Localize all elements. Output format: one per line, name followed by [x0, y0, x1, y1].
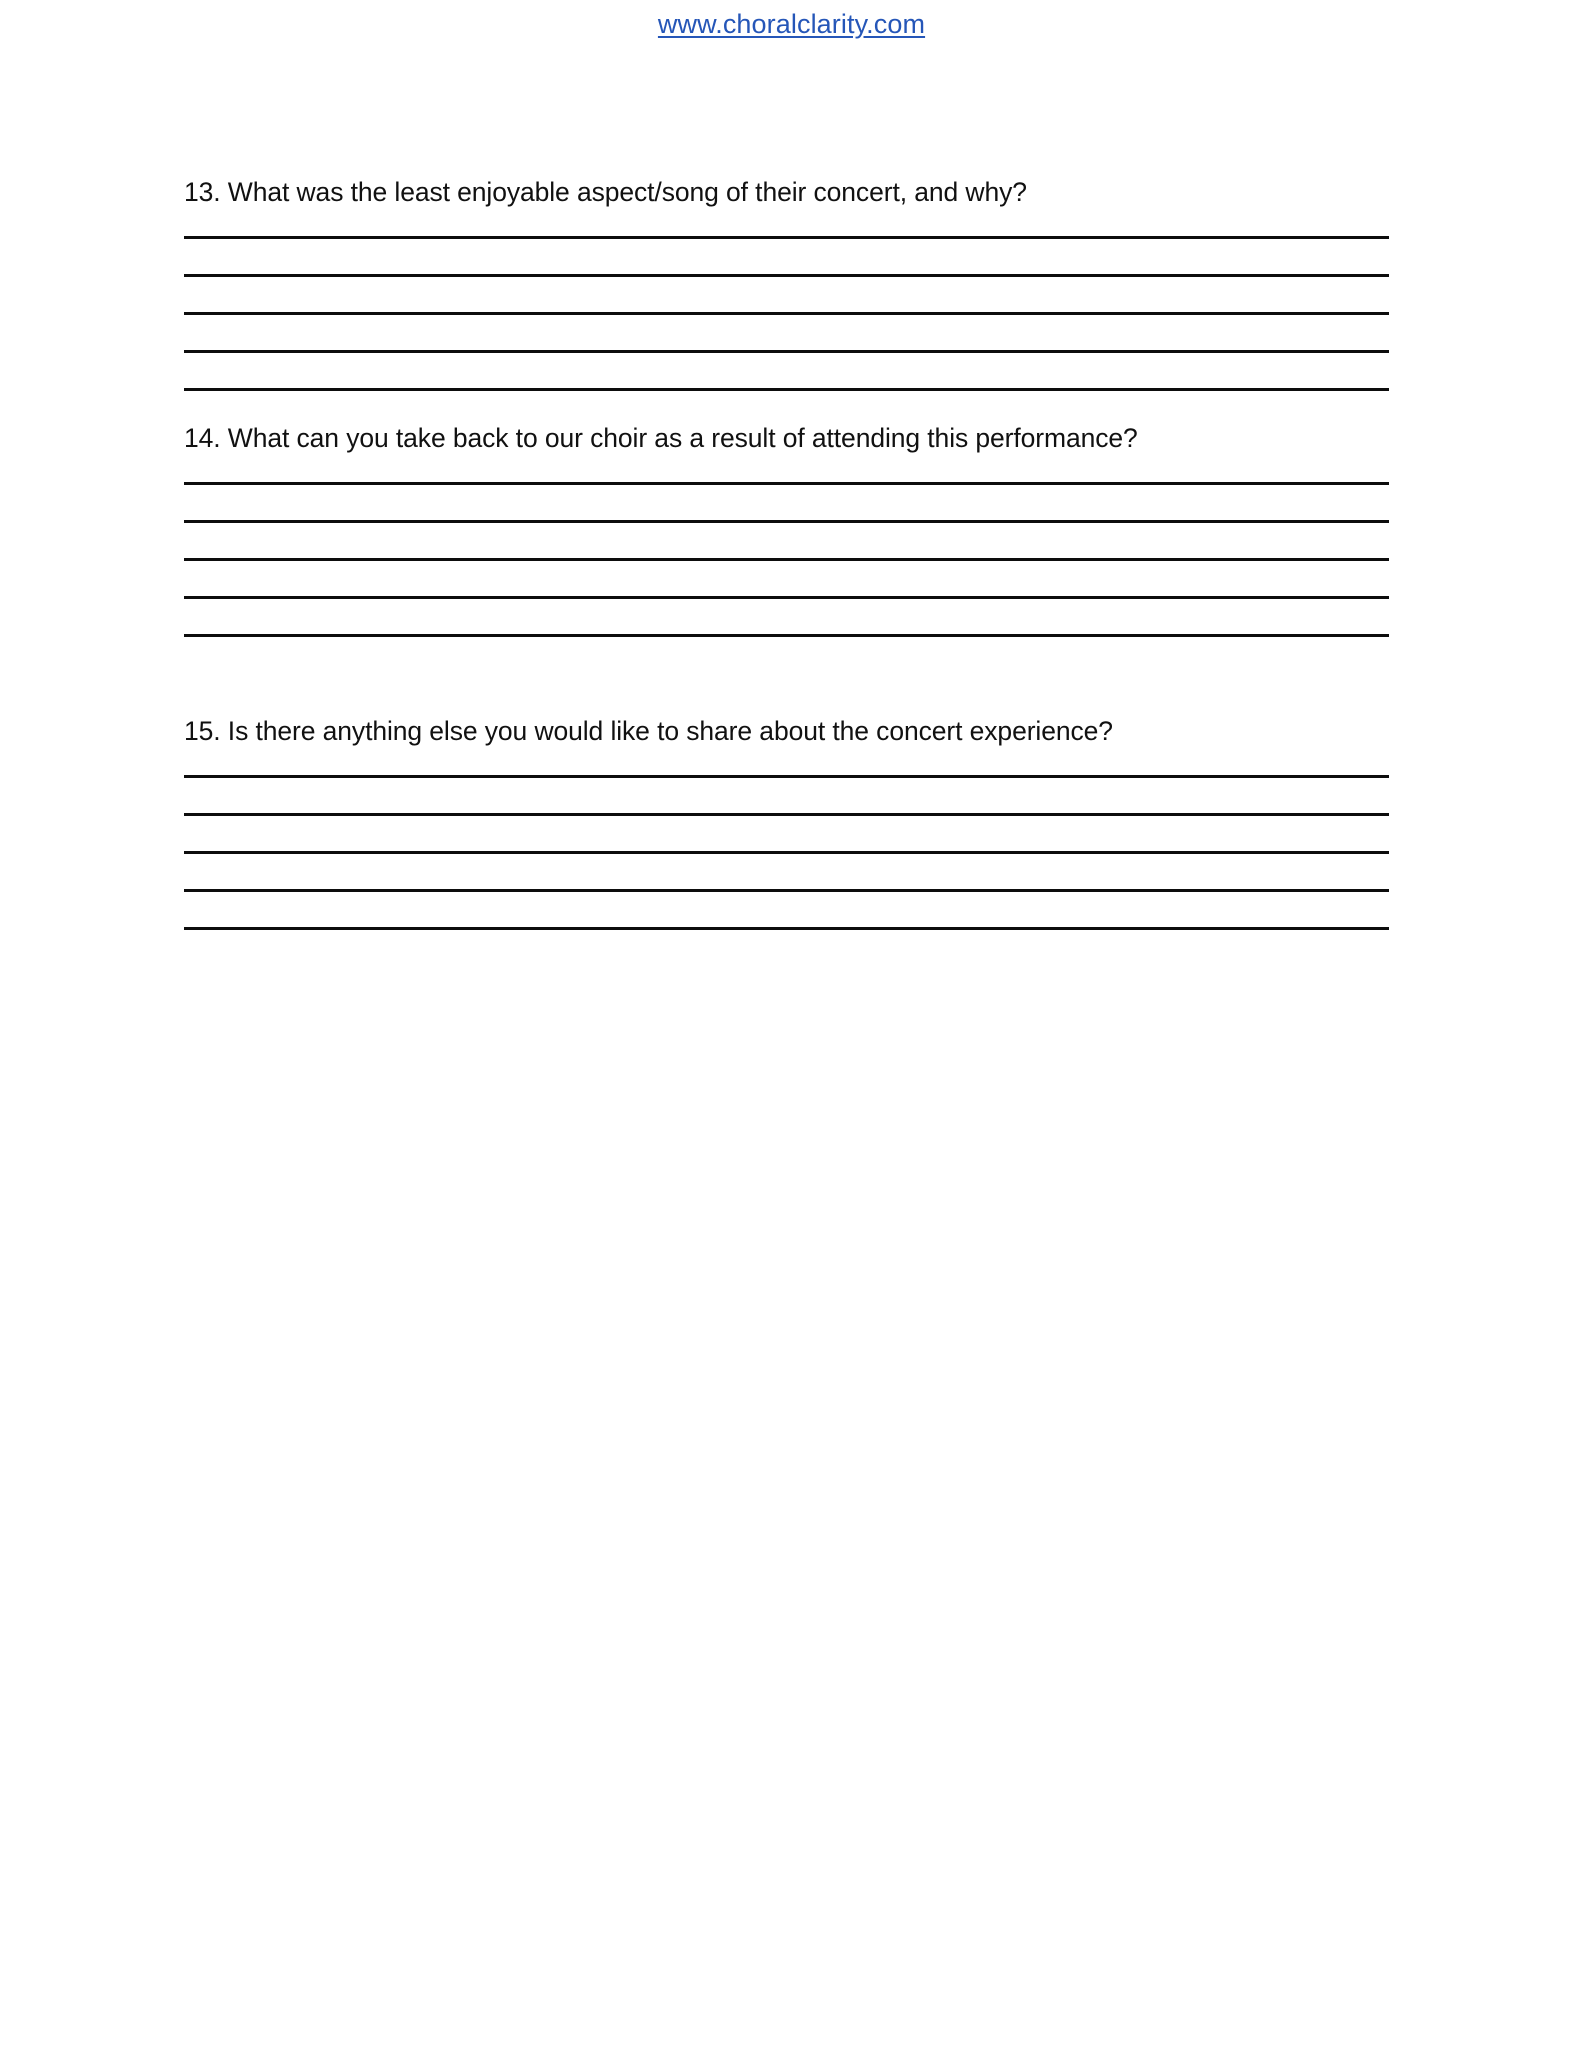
answer-line[interactable]: [184, 813, 1389, 816]
question-text-15: 15. Is there anything else you would like to share about the concert experience?: [184, 716, 1113, 746]
block-spacer: [184, 391, 1389, 422]
question-block-13: [184, 176, 1389, 391]
question-block-14: [184, 422, 1389, 637]
answer-line[interactable]: [184, 520, 1389, 523]
answer-line[interactable]: [184, 889, 1389, 892]
answer-lines-14: [184, 482, 1389, 637]
answer-line[interactable]: [184, 350, 1389, 353]
answer-line[interactable]: [184, 558, 1389, 561]
website-link[interactable]: www.choralclarity.com: [657, 9, 926, 39]
answer-line[interactable]: [184, 775, 1389, 778]
block-spacer: [184, 637, 1389, 715]
answer-line[interactable]: [184, 312, 1389, 315]
question-block-15: [184, 715, 1389, 930]
answer-lines-15: [184, 775, 1389, 930]
answer-line[interactable]: [184, 236, 1389, 239]
page-header: [0, 8, 1583, 40]
answer-lines-13: [184, 236, 1389, 391]
question-text-13: 13. What was the least enjoyable aspect/song of their concert, and why?: [184, 177, 1027, 207]
question-text-14: 14. What can you take back to our choir as a result of attending this performance?: [184, 423, 1138, 453]
answer-line[interactable]: [184, 596, 1389, 599]
answer-line[interactable]: [184, 274, 1389, 277]
answer-line[interactable]: [184, 927, 1389, 930]
questions-container: [184, 176, 1389, 930]
answer-line[interactable]: [184, 482, 1389, 485]
answer-line[interactable]: [184, 851, 1389, 854]
